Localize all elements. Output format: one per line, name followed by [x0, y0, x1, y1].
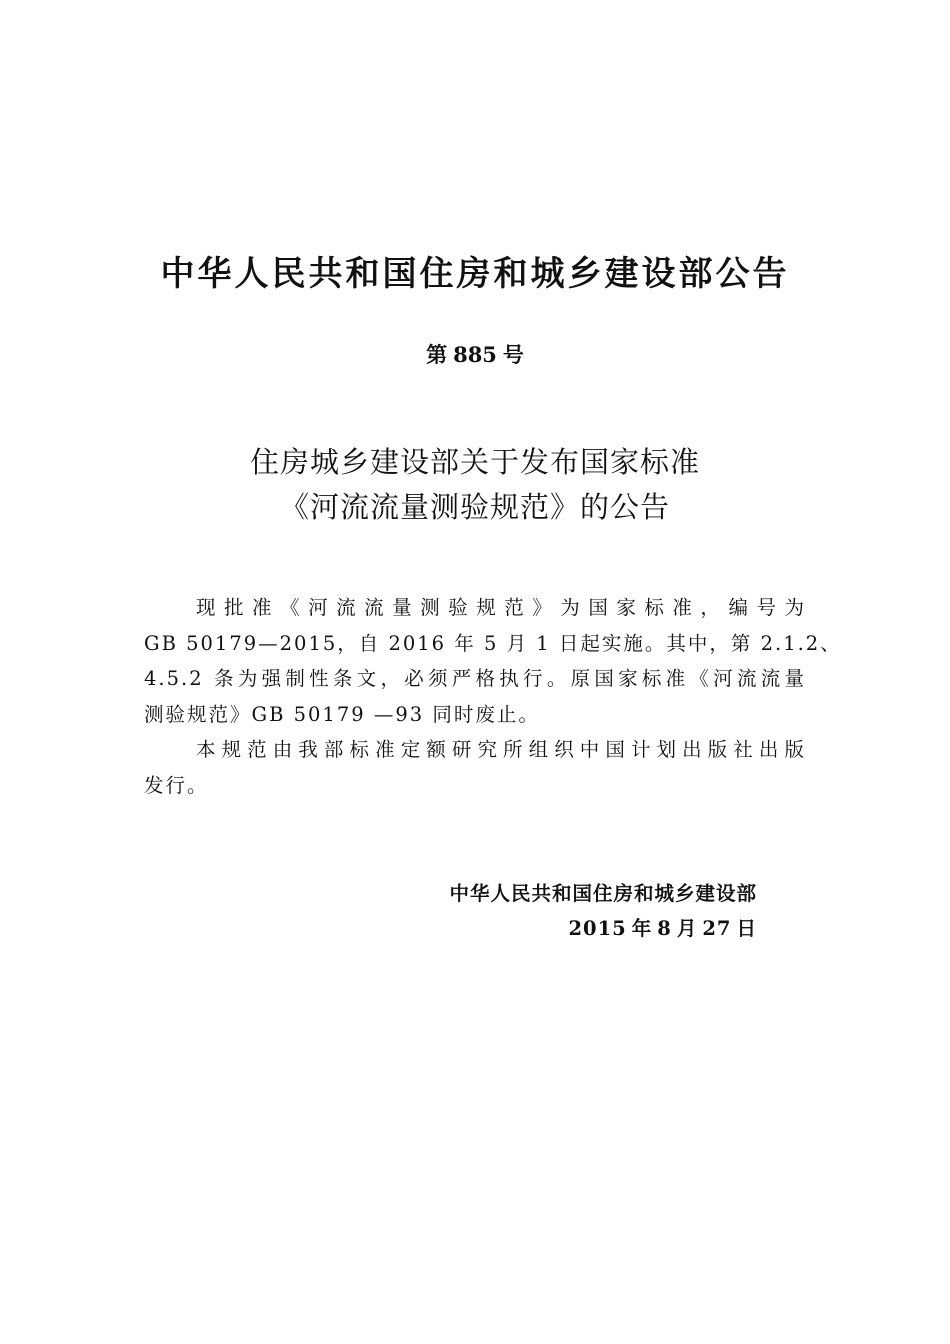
- announcement-subject: [0, 440, 950, 530]
- subject-line-2: 《河流流量测验规范》的公告: [279, 490, 670, 524]
- date-day: 27: [702, 917, 732, 940]
- signature-block: [0, 876, 757, 946]
- paragraph-1-line-2: GB 50179—2015，自 2016 年 5 月 1 日起实施。其中，第 2.1.2、: [144, 631, 842, 655]
- doc-number-prefix: 第: [426, 343, 448, 367]
- signature-issuer: 中华人民共和国住房和城乡建设部: [449, 882, 757, 905]
- paragraph-1-line-4: 测验规范》GB 50179 —93 同时废止。: [144, 702, 540, 726]
- date-month-char: 月: [676, 917, 698, 940]
- paragraph-1-line-1: 现批准《河流流量测验规范》为国家标准，编号为: [196, 596, 806, 619]
- doc-number-suffix: 号: [502, 343, 524, 367]
- date-year-char: 年: [631, 917, 653, 940]
- document-number: [0, 340, 950, 370]
- announcement-body: [144, 590, 842, 803]
- doc-number-value: 885: [453, 342, 497, 367]
- date-day-char: 日: [736, 917, 757, 940]
- paragraph-2-line-2: 发行。: [144, 773, 209, 797]
- signature-date: [0, 911, 757, 946]
- paragraph-1-line-3: 4.5.2 条为强制性条文，必须严格执行。原国家标准《河流流量: [144, 667, 806, 690]
- subject-line-1: 住房城乡建设部关于发布国家标准: [249, 445, 700, 479]
- issuer-title: 中华人民共和国住房和城乡建设部公告: [160, 254, 790, 294]
- paragraph-2-line-1: 本规范由我部标准定额研究所组织中国计划出版社出版: [196, 738, 806, 761]
- date-year: 2015: [568, 917, 627, 940]
- date-month: 8: [657, 917, 672, 940]
